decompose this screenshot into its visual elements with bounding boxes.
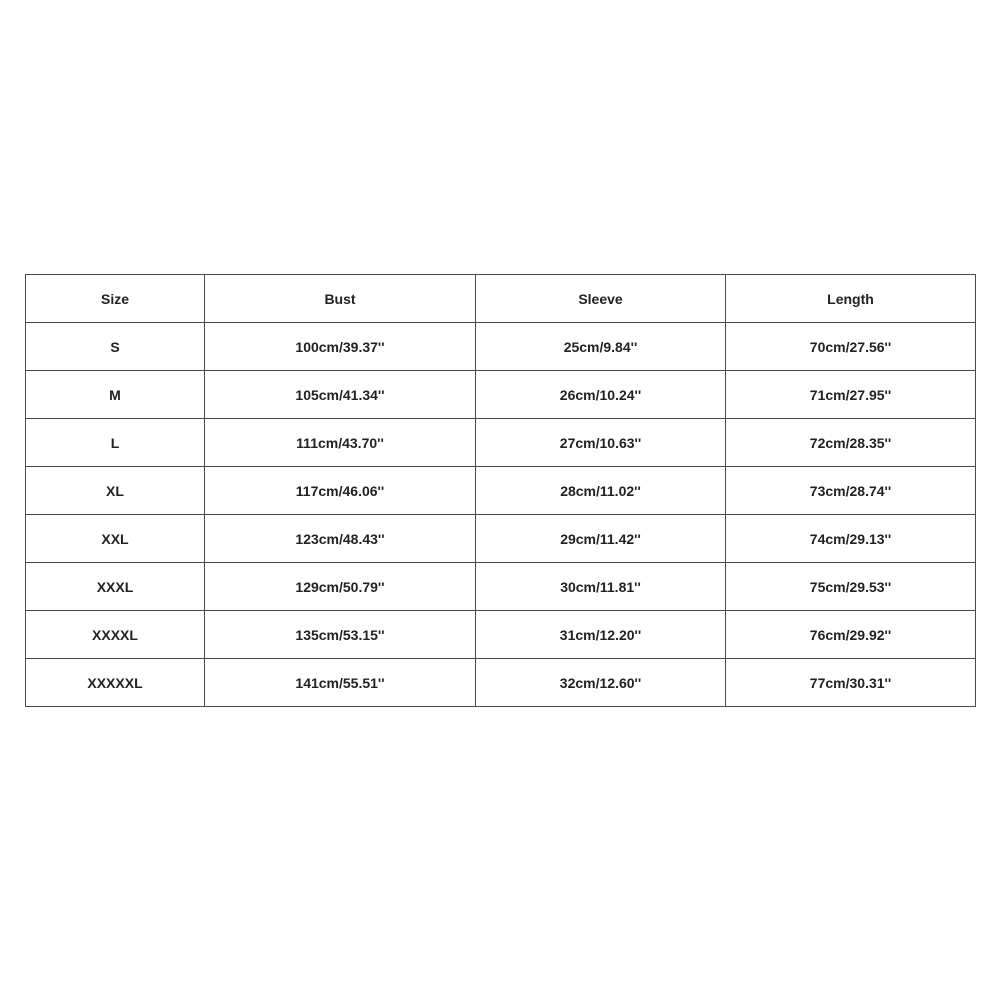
bust-cell: 123cm/48.43'' <box>205 515 476 563</box>
table-header-row <box>26 275 976 323</box>
size-cell: XXXXL <box>26 611 205 659</box>
bust-cell: 141cm/55.51'' <box>205 659 476 707</box>
table-row <box>26 371 976 419</box>
bust-cell: 135cm/53.15'' <box>205 611 476 659</box>
size-cell: XL <box>26 467 205 515</box>
sleeve-cell: 25cm/9.84'' <box>476 323 726 371</box>
table-row <box>26 323 976 371</box>
length-cell: 75cm/29.53'' <box>726 563 976 611</box>
sleeve-cell: 26cm/10.24'' <box>476 371 726 419</box>
table-row <box>26 467 976 515</box>
bust-cell: 117cm/46.06'' <box>205 467 476 515</box>
table-row <box>26 659 976 707</box>
size-cell: XXL <box>26 515 205 563</box>
size-cell: S <box>26 323 205 371</box>
bust-cell: 111cm/43.70'' <box>205 419 476 467</box>
header-sleeve: Sleeve <box>476 275 726 323</box>
bust-cell: 100cm/39.37'' <box>205 323 476 371</box>
sleeve-cell: 29cm/11.42'' <box>476 515 726 563</box>
bust-cell: 105cm/41.34'' <box>205 371 476 419</box>
header-size: Size <box>26 275 205 323</box>
size-cell: XXXXXL <box>26 659 205 707</box>
sleeve-cell: 27cm/10.63'' <box>476 419 726 467</box>
table-row <box>26 563 976 611</box>
sleeve-cell: 28cm/11.02'' <box>476 467 726 515</box>
length-cell: 74cm/29.13'' <box>726 515 976 563</box>
length-cell: 73cm/28.74'' <box>726 467 976 515</box>
sleeve-cell: 30cm/11.81'' <box>476 563 726 611</box>
length-cell: 76cm/29.92'' <box>726 611 976 659</box>
size-chart-table <box>25 274 976 707</box>
sleeve-cell: 31cm/12.20'' <box>476 611 726 659</box>
sleeve-cell: 32cm/12.60'' <box>476 659 726 707</box>
length-cell: 77cm/30.31'' <box>726 659 976 707</box>
table-row <box>26 611 976 659</box>
header-bust: Bust <box>205 275 476 323</box>
size-cell: M <box>26 371 205 419</box>
length-cell: 71cm/27.95'' <box>726 371 976 419</box>
length-cell: 72cm/28.35'' <box>726 419 976 467</box>
size-cell: XXXL <box>26 563 205 611</box>
table-row <box>26 419 976 467</box>
length-cell: 70cm/27.56'' <box>726 323 976 371</box>
size-cell: L <box>26 419 205 467</box>
bust-cell: 129cm/50.79'' <box>205 563 476 611</box>
table-row <box>26 515 976 563</box>
header-length: Length <box>726 275 976 323</box>
